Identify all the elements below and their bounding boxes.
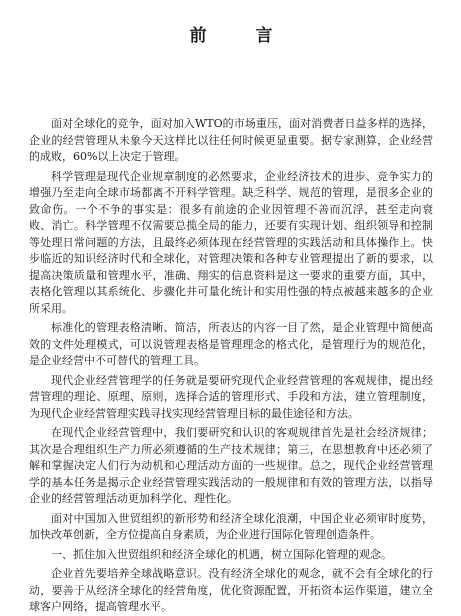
body-text — [29, 116, 433, 616]
paragraph: 面对中国加入世贸组织的新形势和经济全球化浪潮，中国企业必须审时度势，加快改革创新，全方位提高自身素质，为企业进行国际化管理创造条件。 — [29, 511, 433, 541]
paragraph: 标准化的管理表格清晰、简洁，所表达的内容一目了然，是企业管理中简便高效的文件处理模式，可以说管理表格是管理理念的格式化，是管理行为的规范化，是企业经营中不可替代的管理工具。 — [29, 321, 433, 367]
paragraph: 面对全球化的竞争，面对加入WTO的市场重压，面对消费者日益多样的选择，企业的经营管理从未象今天这样比以往任何时候更显重要。据专家测算，企业经营的成败，60%以上决定于管理。 — [29, 117, 433, 163]
paragraph: 科学管理是现代企业规章制度的必然要求，企业经济技术的进步、竞争实力的增强乃至走向全球市场都离不开科学管理。缺乏科学、规范的管理，是很多企业的致命伤。一个不争的事实是：很多有前途的企业因管理不善而沉浮，甚至走向衰败、消亡。科学管理不仅需要总揽全局的能力，还要有实现计划、组织领导和控制等处理日常问题的方法，且最终必须体现在经营管理的实践活动和具体操作上。快步临近的知识经济时代和全球化，对管理决策和各种专业管理提出了新的要求，以提高决策质量和管理水平，准确、翔实的信息资料是这一要求的重要方面，其中，表格化管理以其系统化、步骤化并可量化统计和实用性强的特点被越来越多的企业所采用。 — [29, 169, 433, 315]
section-heading: 一、抓住加入世贸组织和经济全球化的机遇，树立国际化管理的观念。 — [51, 547, 392, 561]
page-title: 前 言 — [189, 26, 289, 46]
paragraph: 现代企业经营管理学的任务就是要研究现代企业经营管理的客观规律，提出经营管理的理论、原理、原则，选择合适的管理形式、手段和方法，建立管理制度，为现代企业经营管理实践寻找实现经营管理目标的最佳途径和方法。 — [29, 373, 433, 420]
paragraph: 企业首先要培养全球战略意识。没有经济全球化的观念，就不会有全球化的行动，要善于从经济全球化的经营角度，优化资源配置，开拓资本运作渠道，建立全球客户网络，提高管理水平。 — [29, 567, 433, 613]
paragraph: 在现代企业经营管理中，我们要研究和认识的客观规律首先是社会经济规律；其次是合理组织生产力所必须遵循的生产技术规律；第三，在思想教育中还必须了解和掌握决定人们行为动机和心理活动方面的一些规律。总之，现代企业经营管理学的基本任务是揭示企业经营管理实践活动的一般规律和有效的管理方法，以指导企业的经营管理活动更加科学化、理性化。 — [29, 426, 433, 505]
